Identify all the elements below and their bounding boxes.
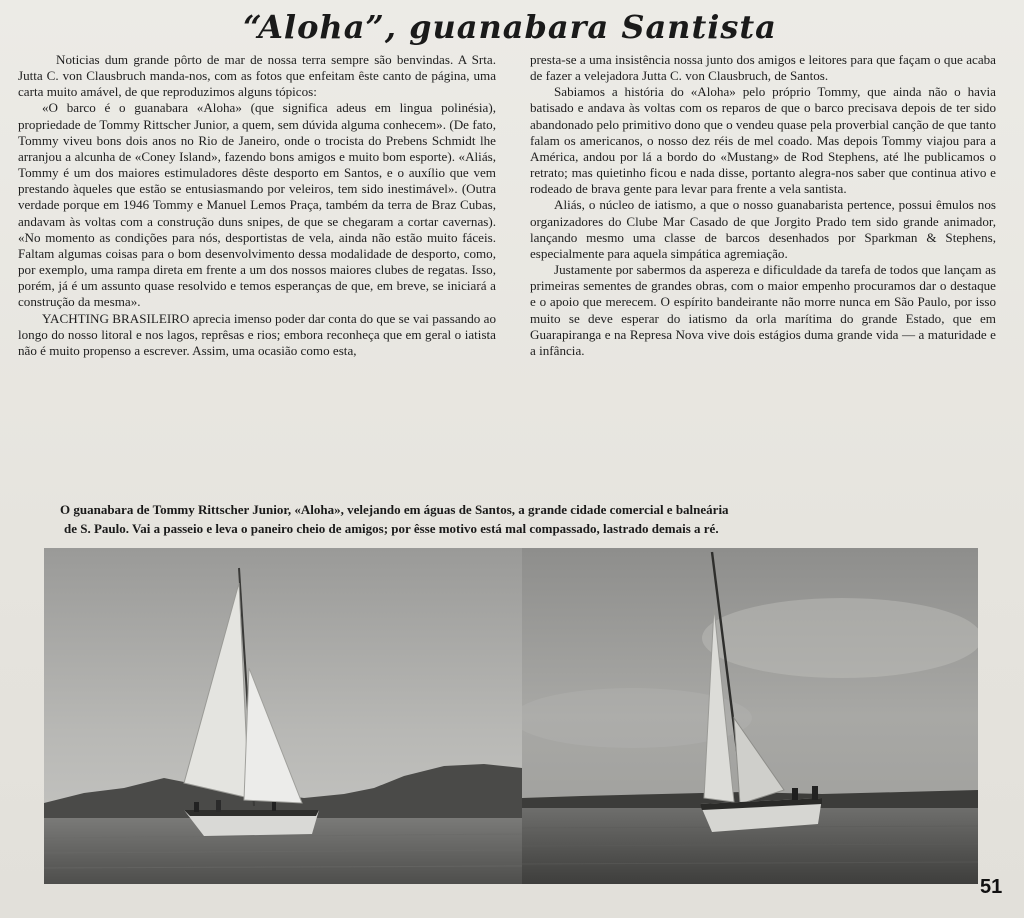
right-paragraph-4: Justamente por sabermos da aspereza e dificuldade da tarefa de todos que lançam as primeiras sementes de grandes obras, com o maior empenho procuramos dar o destaque e o apoio que merecem. O espírito bandeirante não morre nunca em São Paulo, por isso muito se deve esperar do iatismo da orla marítima do grande Estado, que em Guarapiranga e na Represa Nova vive dois estágios duma grande vida — a maturidade e a infância.: [530, 262, 996, 358]
sailboat-photo-left: [44, 548, 522, 884]
caption-line-2: de S. Paulo. Vai a passeio e leva o paneiro cheio de amigos; por êsse motivo está mal compassado, lastrado demais a ré.: [64, 521, 719, 536]
page-number: 51: [980, 876, 1003, 898]
left-column: [18, 52, 496, 359]
right-paragraph-2: Sabiamos a história do «Aloha» pelo próprio Tommy, que ainda não o havia batisado e andava às voltas com os reparos de que o barco precisava depois de ter sido abandonado pelo primitivo dono que o vendeu quase pela proverbial canção de que tanto falam os americanos, o nosso dez réis de mel coado. Mas depois Tommy viajou para a América, andou por lá a bordo do «Mustang» de Rod Stephens, até lhe publicamos o retrato; mas quietinho ficou e nada disse, portanto alegra-nos saber que continua ativo e rodeado de brava gente para levar para frente a vela santista.: [530, 84, 996, 197]
left-paragraph-2: «O barco é o guanabara «Aloha» (que significa adeus em lingua polinésia), propriedade de Tommy Rittscher Junior, a quem, sem dúvida alguma conhecem». (De fato, Tommy viveu bons dois anos no Rio de Janeiro, onde o trocista do Prebens Schmidt lhe arranjou a alcunha de «Coney Island», fazendo bons amigos e muito bom esporte). «Aliás, Tommy é um dos maiores estimuladores dêste desporto em Santos, e o auxílio que vem prestando àqueles que estão se entusiasmando por veleiros, tem sido inestimável». (Outra verdade porque em 1946 Tommy e Manuel Lemos Praça, também da terra de Braz Cubas, andavam às voltas com a construção duns snipes, de que se chegaram a cortar cavernas). «No momento as condições para nós, desportistas de vela, ainda não estão muito fáceis. Faltam algumas coisas para o bom desenvolvimento dessa modalidade de desporto, como, por exemplo, uma rampa direta em frente a um dos nossos maiores clubes de regatas. Isso, porém, já é um assunto quase resolvido e temos esperanças de que, em breve, se iniciará a construção da mesma».: [18, 100, 496, 310]
sailboat-photo-right: [522, 548, 978, 884]
right-paragraph-1: presta-se a uma insistência nossa junto dos amigos e leitores para que façam o que acaba de fazer a velejadora Jutta C. von Clausbruch, de Santos.: [530, 52, 996, 84]
photo-caption: [60, 500, 960, 538]
right-paragraph-3: Aliás, o núcleo de iatismo, a que o nosso guanabarista pertence, possui êmulos nos organizadores do Clube Mar Casado de que Jorgito Prado tem sido grande animador, lançando mesmo uma classe de barcos desenhados por Sparkman & Stephens, especialmente para aquela simpática agremiação.: [530, 197, 996, 261]
left-paragraph-1: Noticias dum grande pôrto de mar de nossa terra sempre são benvindas. A Srta. Jutta C. von Clausbruch manda-nos, com as fotos que enfeitam êste canto de página, uma carta muito amável, de que reproduzimos alguns tópicos:: [18, 52, 496, 100]
caption-line-1: O guanabara de Tommy Rittscher Junior, «Aloha», velejando em águas de Santos, a grande cidade comercial e balneária: [60, 502, 729, 517]
left-paragraph-3: YACHTING BRASILEIRO aprecia imenso poder dar conta do que se vai passando ao longo do nosso litoral e nos lagos, reprêsas e rios; embora reconheça que em geral o iatista não é muito propenso a escrever. Assim, uma ocasião como esta,: [18, 310, 496, 358]
article-title: “Aloha”, guanabara Santista: [243, 8, 777, 46]
right-column: [530, 52, 996, 359]
